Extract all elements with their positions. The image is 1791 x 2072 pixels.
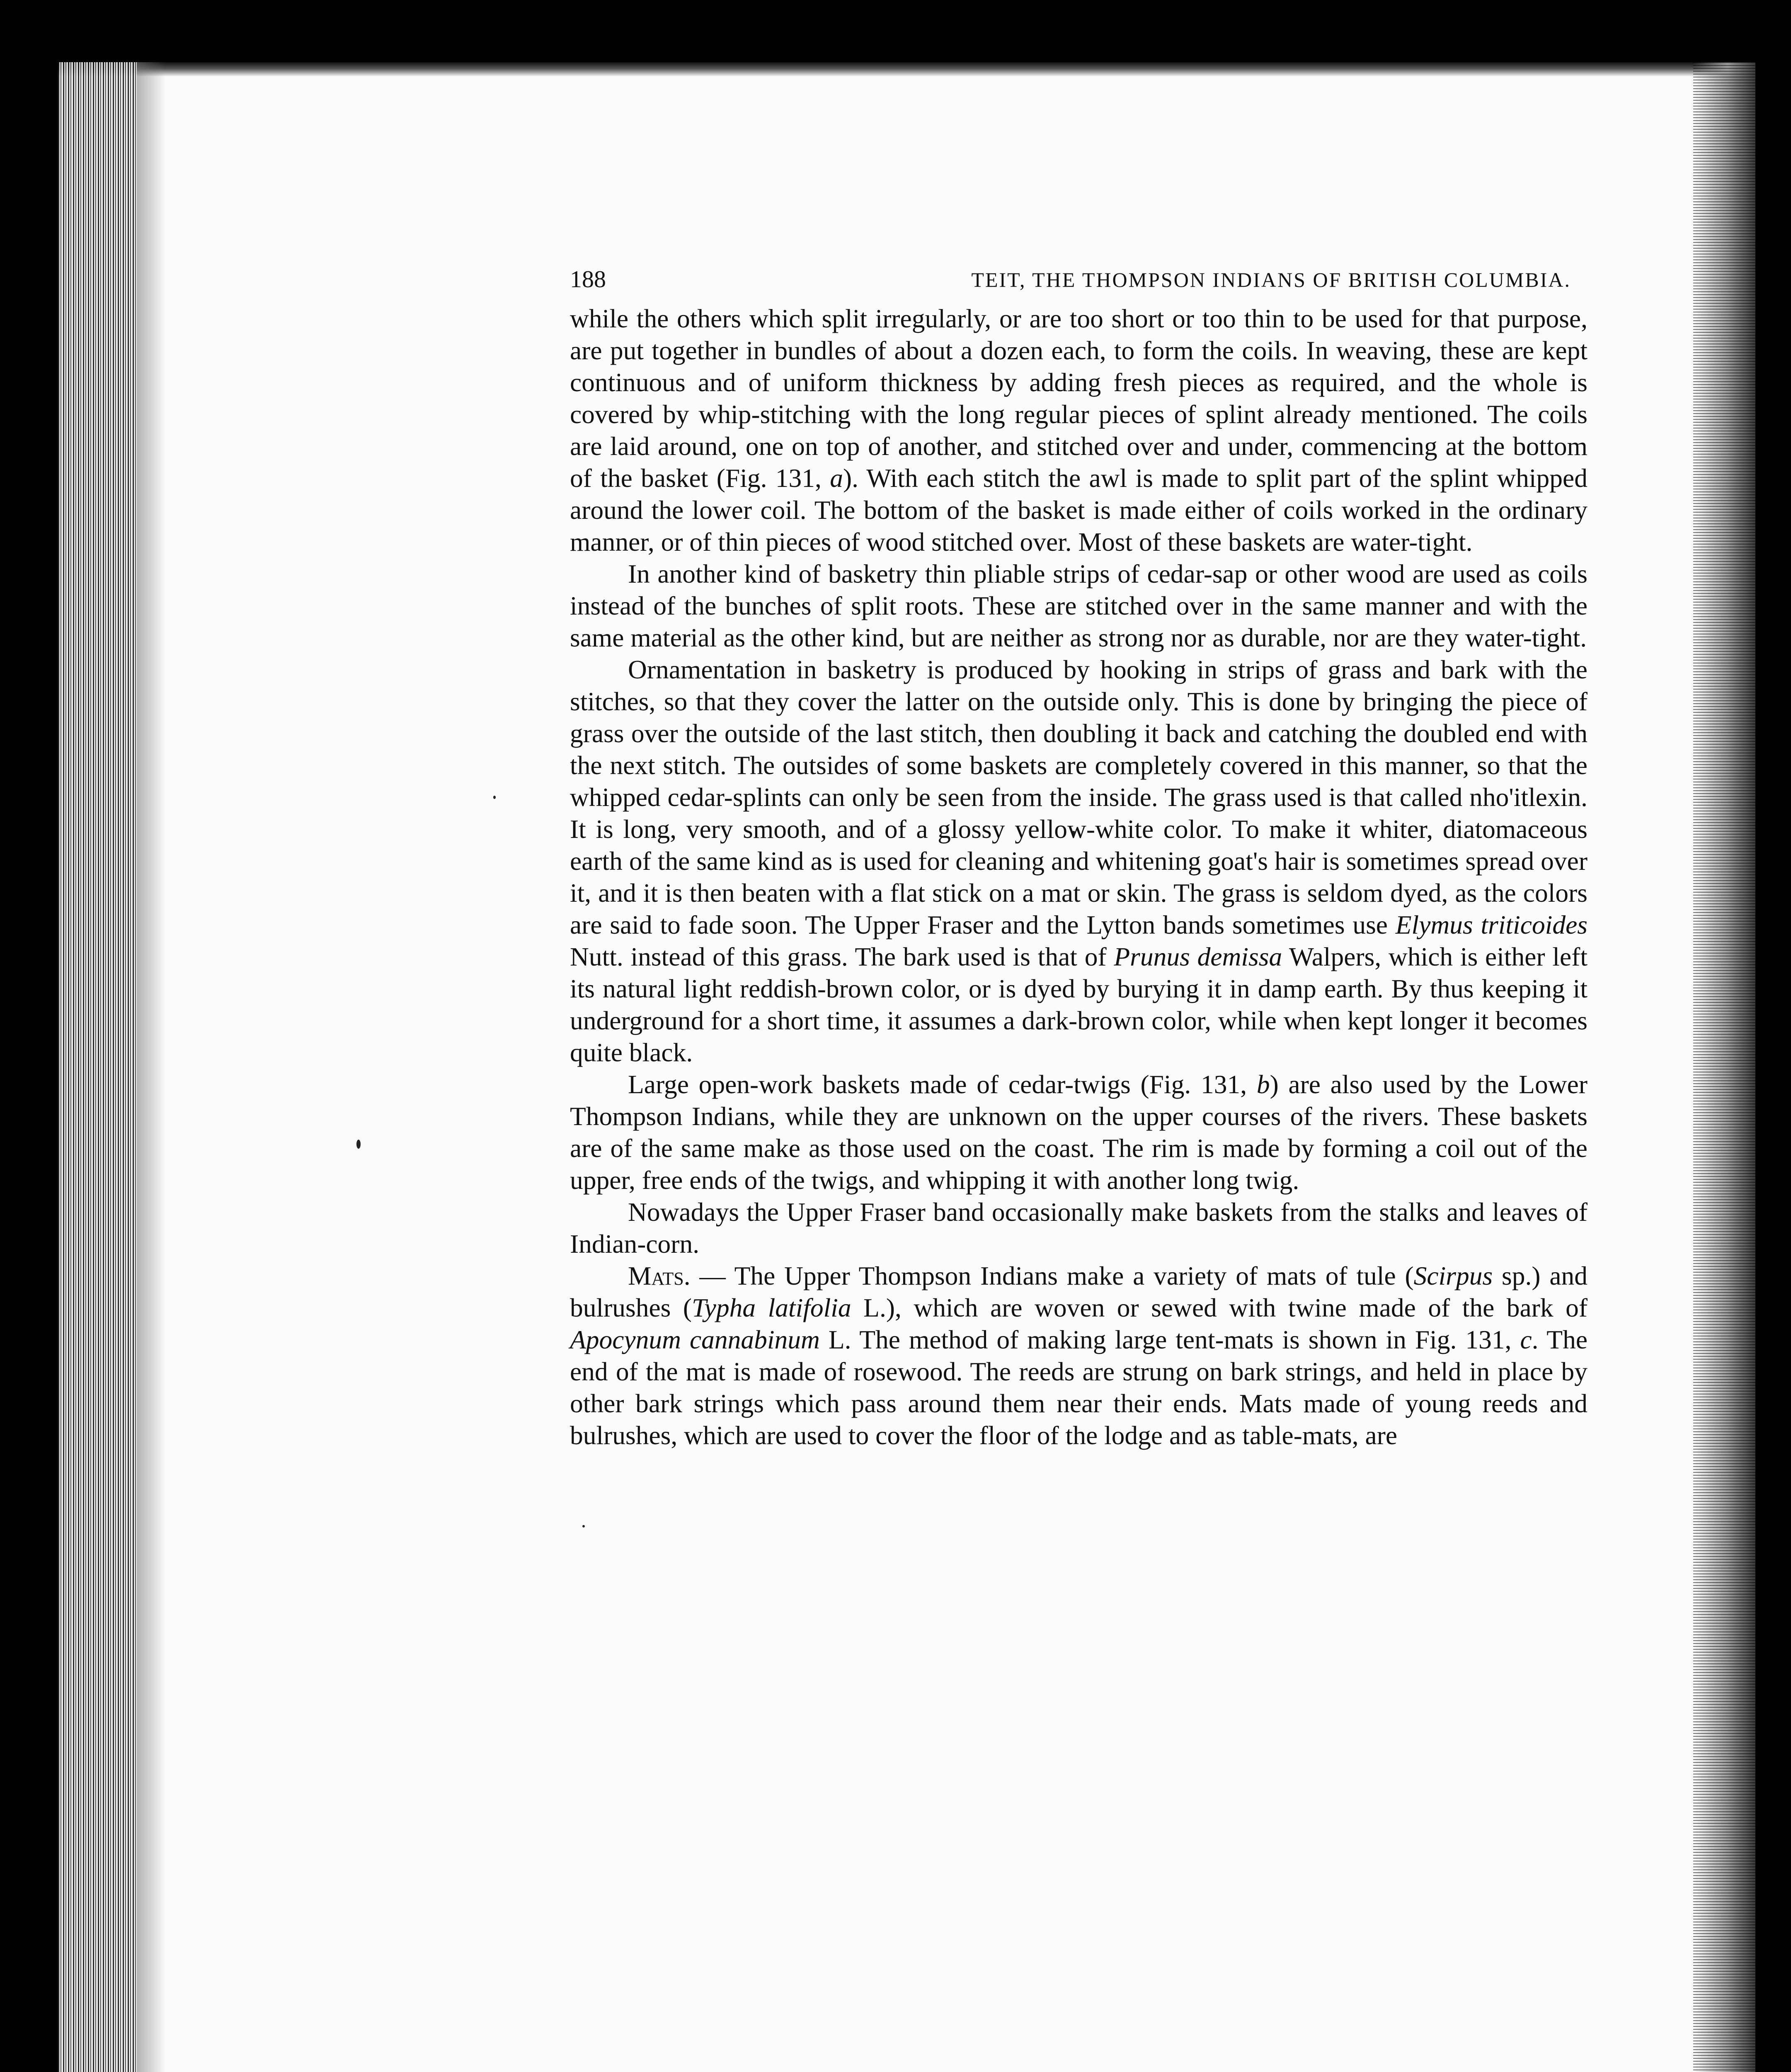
text-run: L. The method of making large tent-mats is shown in Fig. 131, xyxy=(819,1325,1520,1354)
italic-run: Elymus triticoides xyxy=(1395,910,1587,939)
text-run: . The end of the mat is made of rosewood. The reeds are strung on bark strings, and held in place by other bark strings which pass around them near their ends. Mats made of young reeds and bulrushes, which are used to cover the floor of the lodge and as table-mats, are xyxy=(570,1325,1588,1450)
paragraph xyxy=(570,558,1587,654)
scan-speck xyxy=(356,1140,361,1149)
text-run: ) are also used by the Lower Thompson Indians, while they are unknown on the upper courses of the rivers. These baskets are of the same make as those used on the coast. The rim is made by forming a coil out of the upper, free ends of the twigs, and whipping it with another long twig. xyxy=(570,1070,1587,1195)
text-run: L.), which are woven or sewed with twine made of the bark of xyxy=(851,1293,1587,1322)
smallcaps-run: Mats. xyxy=(628,1261,691,1290)
text-run: Nowadays the Upper Fraser band occasionally make baskets from the stalks and leaves of Indian-corn. xyxy=(570,1197,1587,1259)
text-run: Nutt. instead of this grass. The bark used is that of xyxy=(570,942,1114,971)
gutter-shadow xyxy=(137,62,166,2072)
paragraph xyxy=(570,303,1587,558)
text-run: ). With each stitch the awl is made to split part of the splint whipped around the lower coil. The bottom of the basket is made either of coils worked in the ordinary manner, or of thin pieces of wood stitched over. Most of these baskets are water-tight. xyxy=(570,463,1587,557)
paragraph xyxy=(570,1068,1587,1196)
text-run: Ornamentation in basketry is produced by hooking in strips of grass and bark with the stitches, so that they cover the latter on the outside only. This is done by bringing the piece of grass over the outside of the last stitch, then doubling it back and catching the doubled end with the next stitch. The outsides of some baskets are completely covered in this manner, so that the whipped cedar-splints can only be seen from the inside. The grass used is that called nho'itlexin. It is long, very smooth, and of a glossy yellow-white color. To make it whiter, diatomaceous earth of the same kind as is used for cleaning and whitening goat's hair is sometimes spread over it, and it is then beaten with a flat stick on a mat or skin. The grass is seldom dyed, as the colors are said to fade soon. The Upper Fraser and the Lytton bands sometimes use xyxy=(570,655,1587,939)
binding-gutter xyxy=(58,62,137,2072)
scan-right-edge xyxy=(1693,62,1755,2072)
paragraph xyxy=(570,1260,1587,1451)
running-title: TEIT, THE THOMPSON INDIANS OF BRITISH COLUMBIA. xyxy=(971,268,1571,291)
text-run: Walpers, which is either left its natural light reddish-brown color, or is dyed by burying it in damp earth. By thus keeping it underground for a short time, it assumes a dark-brown color, while when kept longer it becomes quite black. xyxy=(570,942,1587,1067)
italic-run: a xyxy=(830,463,843,493)
italic-run: c xyxy=(1520,1325,1532,1354)
text-run: In another kind of basketry thin pliable strips of cedar-sap or other wood are used as coils instead of the bunches of split roots. These are stitched over in the same manner and with the same material as the other kind, but are neither as strong nor as durable, nor are they water-tight. xyxy=(570,559,1587,652)
scan-top-edge xyxy=(58,62,1755,77)
text-run: sp.) and bulrushes ( xyxy=(570,1261,1587,1322)
text-run: — The Upper Thompson Indians make a variety of mats of tule ( xyxy=(690,1261,1414,1290)
scan-speck xyxy=(582,1525,585,1527)
paragraph xyxy=(570,654,1587,1068)
running-head xyxy=(570,265,1587,303)
scan-speck xyxy=(493,796,496,799)
italic-run: Prunus demissa xyxy=(1114,942,1282,971)
text-run: while the others which split irregularly, or are too short or too thin to be used for that purpose, are put together in bundles of about a dozen each, to form the coils. In weaving, these are kept continuous and of uniform thickness by adding fresh pieces as required, and the whole is covered by whip-stitching with the long regular pieces of splint already mentioned. The coils are laid around, one on top of another, and stitched over and under, commencing at the bottom of the basket (Fig. 131, xyxy=(570,304,1587,493)
page-number: 188 xyxy=(570,266,606,293)
body-text xyxy=(570,303,1587,1451)
text-run: Large open-work baskets made of cedar-twigs (Fig. 131, xyxy=(628,1070,1257,1099)
italic-run: Typha latifolia xyxy=(692,1293,851,1322)
italic-run: Scirpus xyxy=(1413,1261,1493,1290)
italic-run: b xyxy=(1256,1070,1270,1099)
italic-run: Apocynum cannabinum xyxy=(570,1325,820,1354)
text-block xyxy=(570,265,1587,1451)
paragraph xyxy=(570,1196,1587,1260)
